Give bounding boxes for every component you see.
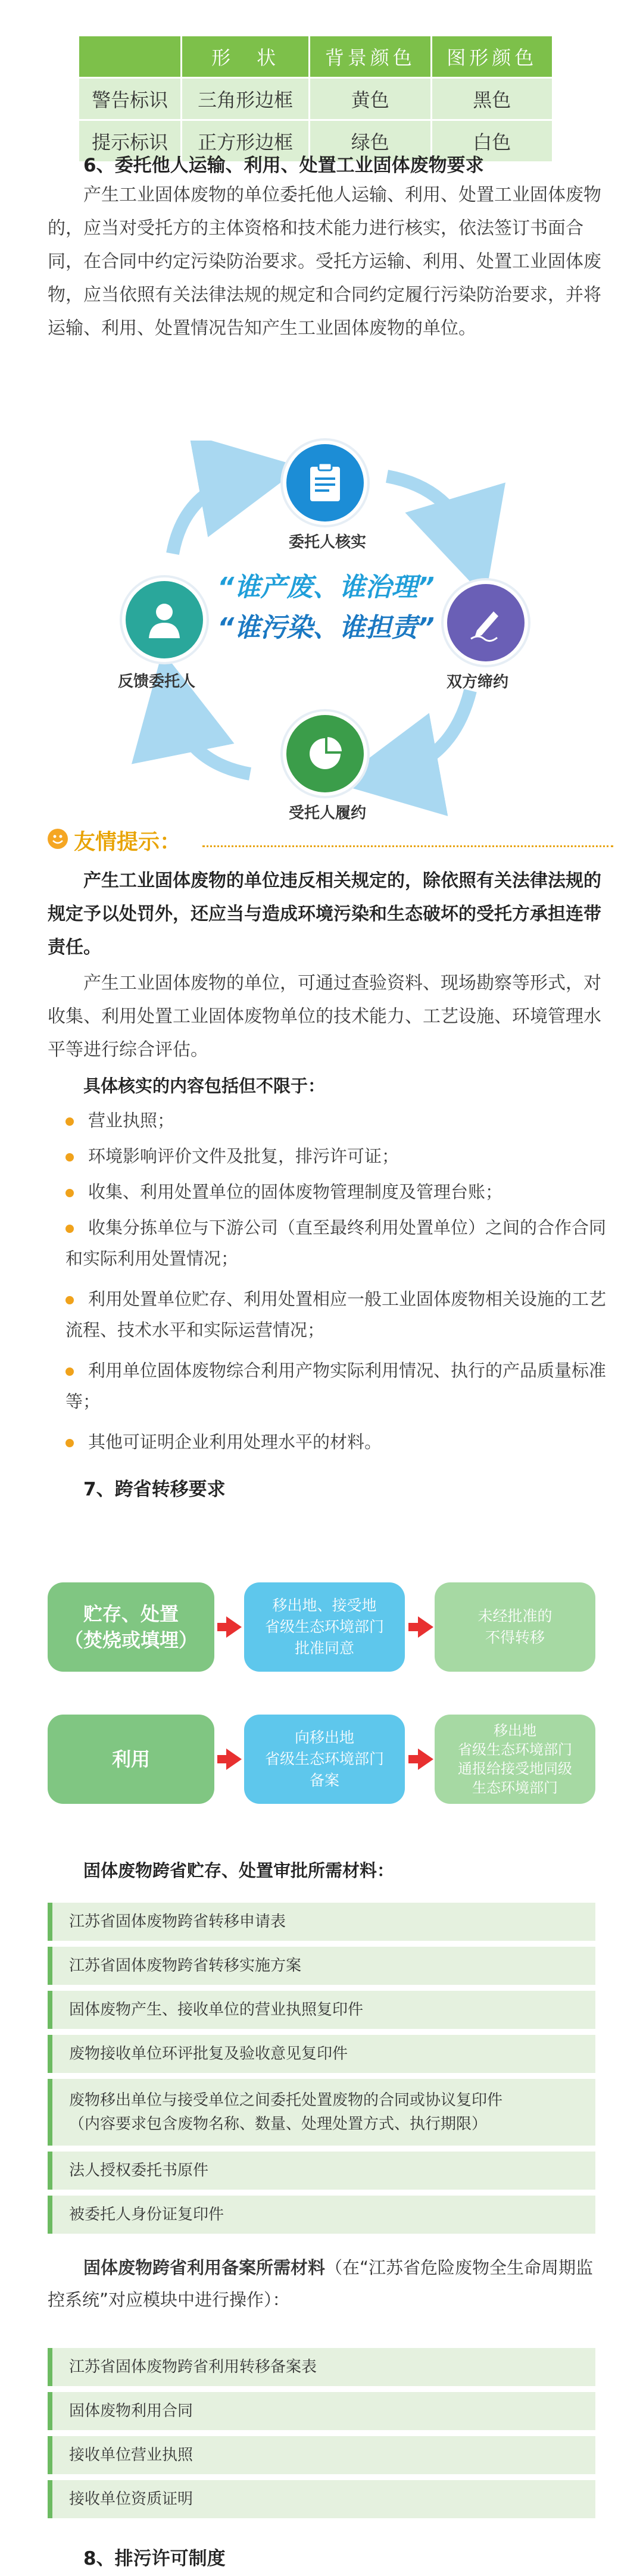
- list-item-text: 利用处置单位贮存、利用处置相应一般工业固体废物相关设施的工艺流程、技术水平和实际运营情况；: [65, 1289, 607, 1340]
- tip-list-title: 具体核实的内容包括但不限于：: [83, 1076, 326, 1096]
- material-item-text: 接收单位营业执照: [69, 2446, 193, 2464]
- list-item: [65, 1176, 607, 1207]
- list-item-text: 其他可证明企业利用处理水平的材料。: [88, 1432, 382, 1452]
- table-cell: 白色: [431, 120, 553, 163]
- bullet-dot: [65, 1225, 74, 1233]
- responsibility-cycle-diagram: [101, 441, 542, 822]
- table-cell: 绿色: [310, 120, 431, 163]
- list-item: [65, 1212, 607, 1274]
- section6-title: 6、委托他人运输、利用、处置工业固体废物要求: [83, 155, 484, 176]
- flow1-box-b: 移出地、接受地 省级生态环境部门 批准同意: [244, 1582, 405, 1672]
- material-item-text: 江苏省固体废物跨省利用转移备案表: [69, 2358, 317, 2376]
- material-item: [48, 2392, 595, 2430]
- table-header-bg-color: 背景颜色: [310, 36, 431, 78]
- table-cell: 黑色: [431, 78, 553, 120]
- material-item-text: 废物接收单位环评批复及验收意见复印件: [69, 2045, 348, 2063]
- list-item: [65, 1426, 607, 1457]
- material-item-text: 江苏省固体废物跨省转移申请表: [69, 1913, 286, 1931]
- arrow-right-icon: [418, 1616, 433, 1638]
- table-cell: 黄色: [310, 78, 431, 120]
- tip-title: 友情提示：: [74, 830, 182, 854]
- material-item: [48, 2079, 595, 2146]
- pen-sign-icon: [444, 580, 528, 665]
- material-item-text: 接收单位资质证明: [69, 2490, 193, 2508]
- arrow-right-icon: [418, 1748, 433, 1770]
- list2-title-note: （在“江苏省危险废物全生命周期监控系统”对应模块中进行操作）：: [48, 2257, 594, 2310]
- table-header-shape: 形 状: [182, 36, 310, 78]
- list-item: [65, 1105, 607, 1136]
- material-item: [48, 2436, 595, 2474]
- arrow-bottom-right: [387, 691, 470, 774]
- material-item: [48, 2152, 595, 2190]
- material-item-text: 固体废物利用合同: [69, 2402, 193, 2420]
- arrow-top-left: [173, 476, 250, 554]
- bullet-dot: [65, 1189, 74, 1197]
- list2-title-bold: 固体废物跨省利用备案所需材料: [83, 2257, 326, 2278]
- cycle-label-left: 反馈委托人: [118, 673, 196, 691]
- material-item-text: 固体废物产生、接收单位的营业执照复印件: [69, 2001, 364, 2019]
- cycle-label-bottom: 受托人履约: [288, 804, 366, 822]
- cycle-label-right: 双方缔约: [447, 673, 509, 691]
- table-header-fg-color: 图形颜色: [431, 36, 553, 78]
- list1-title: 固体废物跨省贮存、处置审批所需材料：: [83, 1860, 395, 1881]
- bullet-dot: [65, 1117, 74, 1126]
- list-item-text: 利用单位固体废物综合利用产物实际利用情况、执行的产品质量标准等；: [65, 1360, 607, 1412]
- material-item: [48, 1903, 595, 1941]
- material-item-text: 被委托人身份证复印件: [69, 2206, 224, 2224]
- list-item-text: 收集、利用处置单位的固体废物管理制度及管理台账；: [88, 1182, 503, 1202]
- material-item-text: 法人授权委托书原件: [69, 2162, 209, 2180]
- flow2-box-a: 利用: [48, 1715, 214, 1804]
- table-row: [79, 78, 553, 120]
- slogan-2: “谁污染、谁担责”: [217, 613, 435, 643]
- bullet-dot: [65, 1439, 74, 1447]
- arrow-bottom-left: [173, 702, 250, 774]
- arrow-top-right: [387, 476, 470, 548]
- arrow-right-icon: [226, 1748, 242, 1770]
- list-item: [65, 1284, 607, 1345]
- bullet-dot: [65, 1296, 74, 1304]
- table-cell: 三角形边框: [182, 78, 310, 120]
- sign-table: [77, 35, 554, 163]
- material-item: [48, 2035, 595, 2073]
- tip-divider: [202, 845, 613, 847]
- material-item: [48, 1947, 595, 1985]
- material-item-text: 江苏省固体废物跨省转移实施方案: [69, 1957, 302, 1975]
- section6-paragraph: 产生工业固体废物的单位委托他人运输、利用、处置工业固体废物的，应当对受托方的主体资格和技术能力进行核实，依法签订书面合同，在合同中约定污染防治要求。受托方运输、利用、处置工业固体废物，应当依照有关法律法规的规定和合同约定履行污染防治要求，并将运输、利用、处置情况告知产生工业固体废物的单位。: [48, 185, 601, 339]
- flow2-box-c: 移出地 省级生态环境部门 通报给接受地同级 生态环境部门: [435, 1715, 595, 1804]
- list-item-text: 环境影响评价文件及批复，排污许可证；: [88, 1146, 399, 1166]
- list-item: [65, 1355, 607, 1417]
- material-item: [48, 2348, 595, 2386]
- tip-bold-paragraph: 产生工业固体废物的单位违反相关规定的，除依照有关法律法规的规定予以处罚外，还应当与造成环境污染和生态破坏的受托方承担连带责任。: [48, 870, 601, 958]
- section7-title: 7、跨省转移要求: [83, 1479, 226, 1500]
- section8-title: 8、排污许可制度: [83, 2548, 226, 2569]
- flow1-box-c: 未经批准的 不得转移: [435, 1582, 595, 1672]
- list2-title: [48, 2252, 595, 2316]
- smile-icon: [48, 829, 68, 849]
- list-item-text: 营业执照；: [88, 1110, 175, 1131]
- slogan-1: “谁产废、谁治理”: [217, 572, 435, 602]
- flow1-box-a: 贮存、处置 （焚烧或填埋）: [48, 1582, 214, 1672]
- table-cell: 警告标识: [79, 78, 182, 120]
- flow2-box-b: 向移出地 省级生态环境部门 备案: [244, 1715, 405, 1804]
- list-item-text: 收集分拣单位与下游公司（直至最终利用处置单位）之间的合作合同和实际利用处置情况；: [65, 1217, 607, 1269]
- material-item: [48, 2480, 595, 2518]
- table-cell: 正方形边框: [182, 120, 310, 163]
- person-icon: [122, 577, 207, 662]
- table-cell: 提示标识: [79, 120, 182, 163]
- bullet-dot: [65, 1367, 74, 1376]
- material-item: [48, 2196, 595, 2234]
- arrow-right-icon: [226, 1616, 242, 1638]
- pie-chart-icon: [283, 711, 367, 796]
- clipboard-icon: [283, 441, 367, 525]
- cycle-label-top: 委托人核实: [288, 533, 366, 551]
- bullet-dot: [65, 1153, 74, 1161]
- tip-paragraph: 产生工业固体废物的单位，可通过查验资料、现场勘察等形式，对收集、利用处置工业固体废物单位的技术能力、工艺设施、环境管理水平等进行综合评估。: [48, 973, 601, 1060]
- list-item: [65, 1141, 607, 1172]
- material-item-text: 废物移出单位与接受单位之间委托处置废物的合同或协议复印件 （内容要求包含废物名称、数量、处理处置方式、执行期限）: [69, 2091, 503, 2133]
- material-item: [48, 1991, 595, 2029]
- table-header-blank: [79, 36, 182, 78]
